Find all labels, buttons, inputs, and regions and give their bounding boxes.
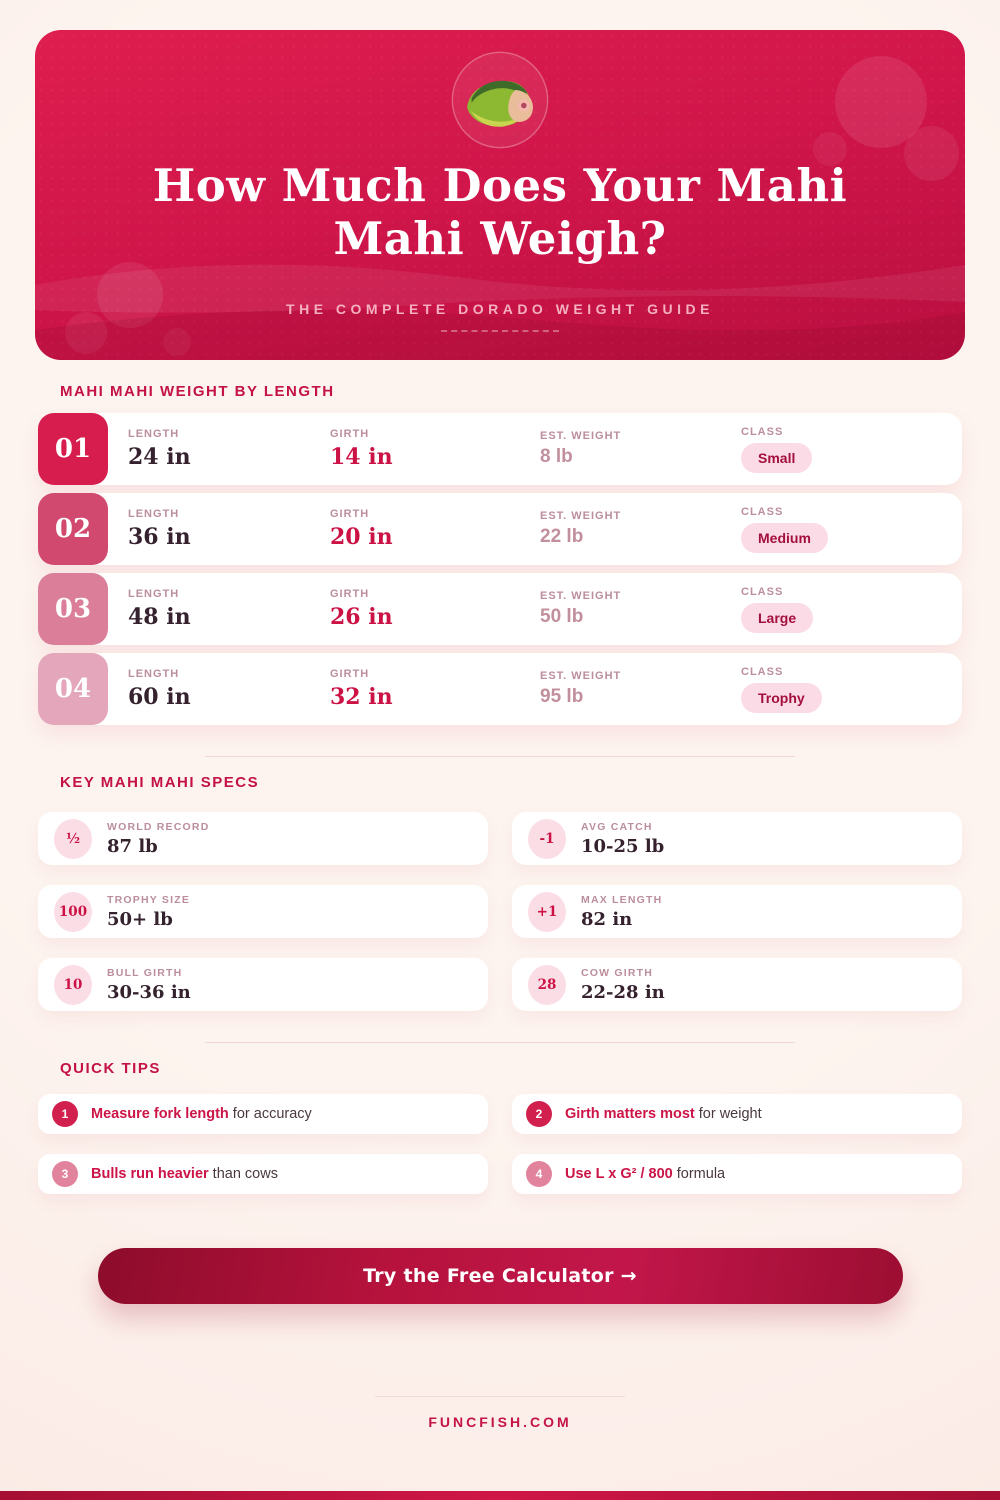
- column-label-class: CLASS: [741, 665, 784, 678]
- spec-value: 10-25 lb: [581, 835, 665, 857]
- tip-rest-text: for accuracy: [228, 1106, 312, 1122]
- mahi-fish-icon: [445, 45, 555, 155]
- spec-text: [107, 894, 190, 930]
- cell-class: [741, 506, 962, 553]
- class-badge: Large: [741, 603, 813, 633]
- girth-value: 14 in: [330, 444, 393, 470]
- spec-text: [581, 967, 665, 1003]
- cell-girth: [330, 668, 540, 710]
- tip-strong-text: Measure fork length: [91, 1106, 229, 1122]
- length-value: 36 in: [128, 524, 191, 550]
- section-heading-tips: QUICK TIPS: [60, 1060, 161, 1077]
- tip-strong-text: Use L x G² / 800: [565, 1166, 673, 1182]
- specs-grid: [38, 812, 962, 1011]
- weight-value: 50 lb: [540, 606, 584, 627]
- spec-stat-bubble: ½: [54, 819, 92, 859]
- row-number-badge: 04: [38, 653, 108, 725]
- spec-card: [512, 885, 962, 938]
- column-label-length: LENGTH: [128, 588, 180, 600]
- weight-value: 22 lb: [540, 526, 584, 547]
- length-value: 24 in: [128, 444, 191, 470]
- header-banner: [35, 30, 965, 360]
- column-label-class: CLASS: [741, 585, 784, 598]
- tip-number-badge: 2: [526, 1101, 552, 1127]
- spec-card: [512, 958, 962, 1011]
- column-label-length: LENGTH: [128, 508, 180, 520]
- spec-label: AVG CATCH: [581, 820, 653, 833]
- cell-girth: [330, 508, 540, 550]
- class-badge: Small: [741, 443, 812, 473]
- spec-text: [107, 967, 191, 1003]
- tip-card: [38, 1154, 488, 1194]
- spec-card: [38, 812, 488, 865]
- tip-text: [91, 1166, 278, 1182]
- column-label-length: LENGTH: [128, 668, 180, 680]
- tip-text: [565, 1106, 762, 1122]
- tip-rest-text: for weight: [694, 1106, 762, 1122]
- page-title: How Much Does Your Mahi Mahi Weigh?: [152, 159, 848, 266]
- site-name-link[interactable]: FUNCFISH.COM: [428, 1414, 572, 1430]
- girth-value: 20 in: [330, 524, 393, 550]
- cell-weight: [540, 670, 741, 708]
- table-row: [38, 413, 962, 485]
- column-label-girth: GIRTH: [330, 508, 370, 520]
- column-label-weight: EST. WEIGHT: [540, 510, 622, 522]
- table-row: [38, 573, 962, 645]
- column-label-class: CLASS: [741, 505, 784, 518]
- spec-label: BULL GIRTH: [107, 966, 183, 979]
- cell-weight: [540, 590, 741, 628]
- section-heading-specs: KEY MAHI MAHI SPECS: [60, 774, 260, 791]
- free-calculator-button[interactable]: Try the Free Calculator →: [98, 1248, 903, 1304]
- spec-stat-bubble: +1: [528, 892, 566, 932]
- row-number-badge: 02: [38, 493, 108, 565]
- spec-stat-bubble: -1: [528, 819, 566, 859]
- spec-value: 22-28 in: [581, 981, 665, 1003]
- tip-number-badge: 4: [526, 1161, 552, 1187]
- subtitle-dash-divider: [441, 330, 559, 332]
- spec-stat-bubble: 28: [528, 965, 566, 1005]
- cell-weight: [540, 430, 741, 468]
- spec-text: [107, 821, 209, 857]
- tip-card: [512, 1094, 962, 1134]
- column-label-girth: GIRTH: [330, 668, 370, 680]
- cell-girth: [330, 588, 540, 630]
- weight-table: [38, 413, 962, 725]
- girth-value: 32 in: [330, 684, 393, 710]
- cell-class: [741, 666, 962, 713]
- spec-label: MAX LENGTH: [581, 893, 663, 906]
- tip-rest-text: than cows: [208, 1166, 278, 1182]
- girth-value: 26 in: [330, 604, 393, 630]
- tip-card: [512, 1154, 962, 1194]
- spec-card: [512, 812, 962, 865]
- spec-label: TROPHY SIZE: [107, 893, 191, 906]
- section-heading-weight-table: MAHI MAHI WEIGHT BY LENGTH: [60, 383, 335, 400]
- bottom-accent-bar: [0, 1491, 1000, 1500]
- column-label-girth: GIRTH: [330, 428, 370, 440]
- column-label-weight: EST. WEIGHT: [540, 670, 622, 682]
- weight-value: 95 lb: [540, 686, 584, 707]
- tip-rest-text: formula: [672, 1166, 726, 1182]
- cell-length: [128, 508, 330, 550]
- cell-girth: [330, 428, 540, 470]
- spec-stat-bubble: 100: [54, 892, 92, 932]
- section-divider: [205, 756, 795, 757]
- spec-label: COW GIRTH: [581, 966, 654, 979]
- spec-text: [581, 821, 664, 857]
- length-value: 60 in: [128, 684, 191, 710]
- column-label-length: LENGTH: [128, 428, 180, 440]
- cell-length: [128, 668, 330, 710]
- spec-value: 82 in: [581, 908, 633, 930]
- spec-card: [38, 958, 488, 1011]
- column-label-weight: EST. WEIGHT: [540, 590, 622, 602]
- row-number-badge: 03: [38, 573, 108, 645]
- tip-number-badge: 1: [52, 1101, 78, 1127]
- section-divider: [205, 1042, 795, 1043]
- column-label-weight: EST. WEIGHT: [540, 430, 622, 442]
- spec-value: 30-36 in: [107, 981, 191, 1003]
- page-subtitle: THE COMPLETE DORADO WEIGHT GUIDE: [286, 301, 714, 318]
- cell-length: [128, 588, 330, 630]
- spec-stat-bubble: 10: [54, 965, 92, 1005]
- row-number-badge: 01: [38, 413, 108, 485]
- tips-grid: [38, 1094, 962, 1194]
- table-row: [38, 493, 962, 565]
- tip-text: [565, 1166, 725, 1182]
- spec-label: WORLD RECORD: [107, 820, 210, 833]
- tip-strong-text: Girth matters most: [565, 1106, 695, 1122]
- footer-divider: [375, 1396, 625, 1397]
- cell-class: [741, 586, 962, 633]
- cell-length: [128, 428, 330, 470]
- weight-value: 8 lb: [540, 446, 573, 467]
- column-label-girth: GIRTH: [330, 588, 370, 600]
- tip-number-badge: 3: [52, 1161, 78, 1187]
- table-row: [38, 653, 962, 725]
- column-label-class: CLASS: [741, 425, 784, 438]
- spec-text: [581, 894, 662, 930]
- class-badge: Medium: [741, 523, 828, 553]
- spec-card: [38, 885, 488, 938]
- class-badge: Trophy: [741, 683, 822, 713]
- spec-value: 87 lb: [107, 835, 158, 857]
- bubble-decoration: [904, 126, 959, 181]
- length-value: 48 in: [128, 604, 191, 630]
- cell-class: [741, 426, 962, 473]
- tip-text: [91, 1106, 312, 1122]
- tip-strong-text: Bulls run heavier: [91, 1166, 209, 1182]
- spec-value: 50+ lb: [107, 908, 173, 930]
- tip-card: [38, 1094, 488, 1134]
- cell-weight: [540, 510, 741, 548]
